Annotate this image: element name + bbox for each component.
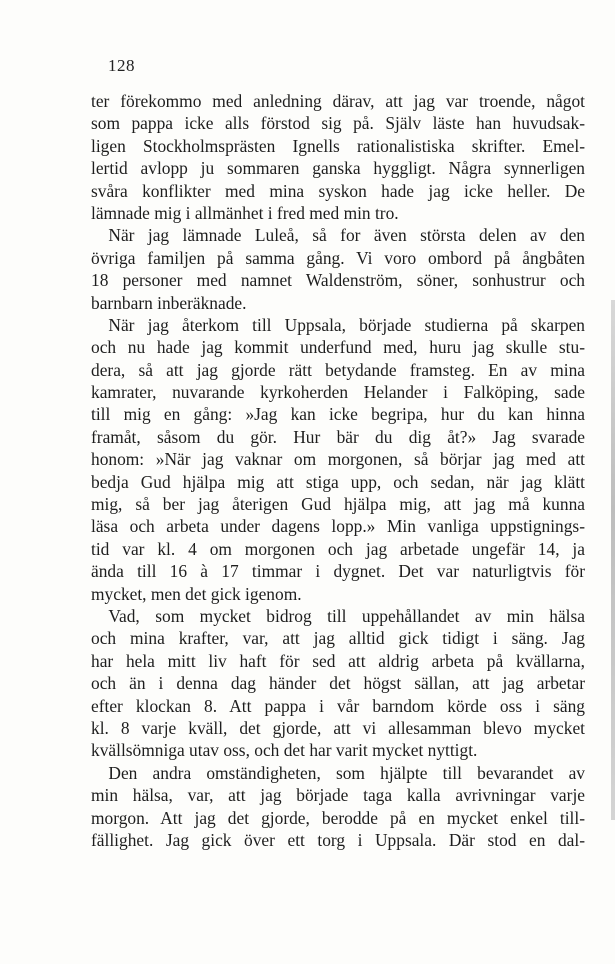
- text-line: ligen Stockholmsprästen Ignells rationalistiska skrifter. Emel-: [91, 135, 585, 156]
- text-line: övriga familjen på samma gång. Vi voro ombord på ångbåten: [91, 247, 585, 268]
- text-line: och nu hade jag kommit underfund med, huru jag skulle stu-: [91, 337, 585, 358]
- text-line: Vad, som mycket bidrog till uppehållandet av min hälsa: [91, 605, 585, 626]
- text-line: har hela mitt liv haft för sed att aldrig arbeta på kvällarna,: [91, 650, 585, 671]
- text-line: framåt, såsom du gör. Hur bär du dig åt?» Jag svarade: [91, 426, 585, 447]
- text-line: bedja Gud hjälpa mig att stiga upp, och sedan, när jag klätt: [91, 471, 585, 492]
- text-line: efter klockan 8. Att pappa i vår barndom körde oss i säng: [91, 695, 585, 716]
- text-line: läsa och arbeta under dagens lopp.» Min vanliga uppstignings-: [91, 516, 585, 537]
- text-line: svåra konflikter med mina syskon hade jag icke heller. De: [91, 180, 585, 201]
- text-line: lertid avlopp ju sommaren ganska hyggligt. Några synnerligen: [91, 158, 585, 179]
- text-line: När jag lämnade Luleå, så for även största delen av den: [91, 225, 585, 246]
- text-line: mig, så ber jag återigen Gud hjälpa mig, att jag må kunna: [91, 494, 585, 515]
- text-line: fällighet. Jag gick över ett torg i Uppsala. Där stod en dal-: [91, 829, 585, 850]
- text-line: ter förekommo med anledning därav, att jag var troende, något: [91, 91, 585, 111]
- text-line: kvällsömniga utav oss, och det har varit mycket nyttigt.: [91, 740, 478, 761]
- text-line: honom: »När jag vaknar om morgonen, så börjar jag med att: [91, 449, 585, 470]
- text-line: Den andra omständigheten, som hjälpte till bevarandet av: [91, 762, 585, 783]
- body-text: [91, 90, 585, 851]
- page-edge-shadow: [611, 300, 615, 820]
- text-line: 18 personer med namnet Waldenström, söner, sonhustrur och: [91, 270, 585, 291]
- text-line: kamrater, nuvarande kyrkoherden Helander i Falköping, sade: [91, 382, 585, 403]
- text-line: kl. 8 varje kväll, det gjorde, att vi allesamman blevo mycket: [91, 717, 585, 738]
- text-line: barnbarn inberäknade.: [91, 292, 247, 313]
- text-line: ända till 16 à 17 timmar i dygnet. Det var naturligtvis för: [91, 561, 585, 582]
- text-line: som pappa icke alls förstod sig på. Själv läste han huvudsak-: [91, 113, 585, 134]
- text-line: och än i denna dag händer det högst sällan, att jag arbetar: [91, 673, 585, 694]
- text-line: dera, så att jag gjorde rätt betydande framsteg. En av mina: [91, 359, 585, 380]
- page-number: 128: [108, 56, 135, 75]
- text-line: till mig en gång: »Jag kan icke begripa, hur du kan hinna: [91, 404, 585, 425]
- text-line: mycket, men det gick igenom.: [91, 583, 302, 604]
- text-line: tid var kl. 4 om morgonen och jag arbetade ungefär 14, ja: [91, 538, 585, 559]
- text-line: När jag återkom till Uppsala, började studierna på skarpen: [91, 314, 585, 335]
- text-line: och mina krafter, var, att jag alltid gick tidigt i säng. Jag: [91, 628, 585, 649]
- text-line: morgon. Att jag det gjorde, berodde på en mycket enkel till-: [91, 807, 585, 828]
- text-line: lämnade mig i allmänhet i fred med min tro.: [91, 202, 399, 223]
- text-line: min hälsa, var, att jag började taga kalla avrivningar varje: [91, 785, 585, 806]
